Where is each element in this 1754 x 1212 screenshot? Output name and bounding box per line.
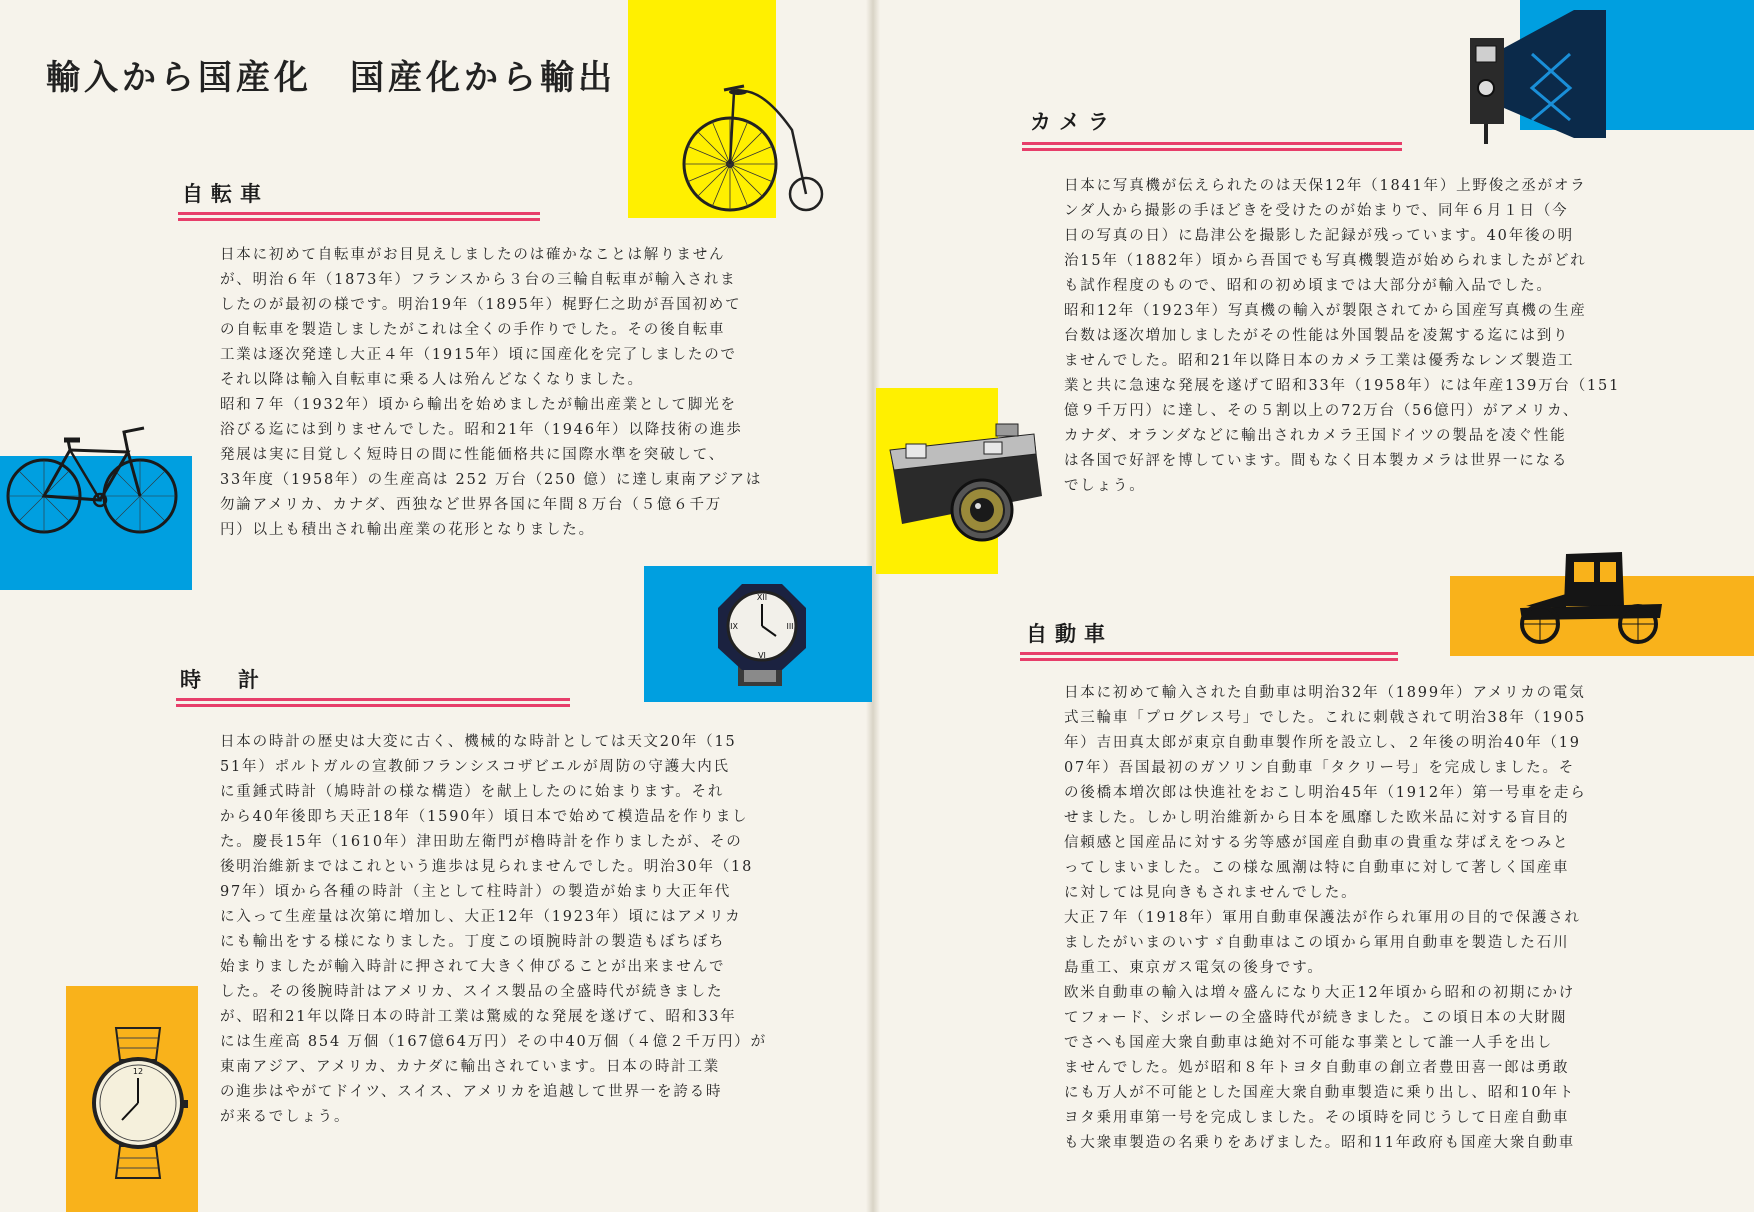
- section-heading-camera: カメラ: [1030, 110, 1117, 134]
- clock-body-text: 日本の時計の歴史は大変に古く、機械的な時計としては天文20年（15 51年）ポルトガルの宣教師フランシスコザビエルが周防の守護大内氏 に重錘式時計（鳩時計の様な構造）を献上したのに始まります。それ から40年後即ち天正18年（1590年）頃日本で始めて模造品を作りまし た。慶長15年（1610年）津田助左衛門が櫓時計を作りましたが、その 後明治維新まではこれという進歩は見られませんでした。明治30年（18 97年）頃から各種の時計（主として柱時計）の製造が始まり大正年代 に入って生産量は次第に増加し、大正12年（1923年）頃にはアメリカ にも輸出をする様になりました。丁度この頃腕時計の製造もぼちぼち 始まりましたが輸入時計に押されて大きく伸びることが出来ませんで した。その後腕時計はアメリカ、スイス製品の全盛時代が続きました が、昭和21年以降日本の時計工業は驚威的な発展を遂げて、昭和33年 には生産高 854 万個（167億64万円）その中40万個（４億２千万円）が 東南アジア、アメリカ、カナダに輸出されています。日本の時計工業 の進歩はやがてドイツ、スイス、アメリカを追越して世界一を誇る時 が来るでしょう。: [220, 734, 767, 1125]
- section-heading-bicycle: 自転車: [182, 182, 269, 206]
- rangefinder-camera-icon: [884, 420, 1048, 550]
- svg-text:VI: VI: [758, 651, 766, 660]
- svg-text:IX: IX: [730, 622, 738, 631]
- bicycle-body-text: 日本に初めて自転車がお目見えしましたのは確かなことは解りません が、明治６年（1873年）フランスから３台の三輪自転車が輸入されま したのが最初の様です。明治19年（1895年）梶野仁之助が吾国初めて の自転車を製造しましたがこれは全くの手作りでした。その後自転車 工業は逐次発達し大正４年（1915年）頃に国産化を完了しましたので それ以降は輸入自転車に乗る人は殆んどなくなりました。 昭和７年（1932年）頃から輸出を始めましたが輸出産業として脚光を 浴びる迄には到りませんでした。昭和21年（1946年）以降技術の進歩 発展は実に目覚しく短時日の間に性能価格共に国際水準を突破して、 33年度（1958年）の生産高は 252 万台（250 億）に達し東南アジアは 勿論アメリカ、カナダ、西独など世界各国に年間８万台（５億６千万 円）以上も積出され輸出産業の花形となりました。: [220, 247, 763, 538]
- section-heading-automobile: 自動車: [1026, 622, 1113, 646]
- page-title: 輸入から国産化 国産化から輸出: [46, 58, 616, 98]
- svg-text:III: III: [786, 622, 794, 631]
- vintage-car-icon: [1512, 546, 1664, 646]
- heading-rule: [1022, 142, 1402, 151]
- bicycle-icon: [4, 418, 184, 548]
- heading-rule: [1020, 652, 1398, 661]
- wristwatch-icon: [88, 1028, 188, 1178]
- wall-clock-icon: [714, 580, 810, 690]
- heading-rule: [178, 212, 540, 221]
- heading-rule: [176, 698, 570, 707]
- penny-farthing-icon: [680, 80, 830, 220]
- camera-body-text: 日本に写真機が伝えられたのは天保12年（1841年）上野俊之丞がオラ ンダ人から撮影の手ほどきを受けたのが始まりで、同年６月１日（今 日の写真の日）に島津公を撮影した記録が残っています。40年後の明 治15年（1882年）頃から吾国でも写真機製造が始められましたがどれ も試作程度のもので、昭和の初め頃までは大部分が輸入品でした。 昭和12年（1923年）写真機の輸入が製限されてから国産写真機の生産 台数は逐次増加しましたがその性能は外国製品を凌駕する迄には到り ませんでした。昭和21年以降日本のカメラ工業は優秀なレンズ製造工 業と共に急速な発展を遂げて昭和33年（1958年）には年産139万台（151 億９千万円）に達し、その５割以上の72万台（56億円）がアメリカ、 カナダ、オランダなどに輸出されカメラ王国ドイツの製品を凌ぐ性能 は各国で好評を博しています。間もなく日本製カメラは世界一になる でしょう。: [1064, 178, 1621, 494]
- folding-camera-icon: [1466, 8, 1610, 148]
- svg-text:12: 12: [132, 1067, 144, 1076]
- section-heading-clock: 時 計: [180, 668, 267, 692]
- svg-text:XII: XII: [756, 593, 768, 602]
- automobile-body-text: 日本に初めて輸入された自動車は明治32年（1899年）アメリカの電気 式三輪車「プログレス号」でした。これに刺戟されて明治38年（1905 年）吉田真太郎が東京自動車製作所を設立し、２年後の明治40年（19 07年）吾国最初のガソリン自動車「タクリー号」を完成しました。そ の後橋本増次郎は快進社をおこし明治45年（1912年）第一号車を走ら せました。しかし明治維新から日本を風靡した欧米品に対する盲目的 信頼感と国産品に対する劣等感が国産自動車の貴重な芽ばえをつみと ってしまいました。この様な風潮は特に自動車に対して著しく国産車 に対しては見向きもされませんでした。 大正７年（1918年）軍用自動車保護法が作られ軍用の目的で保護され ましたがいまのいすゞ自動車はこの頃から軍用自動車を製造した石川 島重工、東京ガス電気の後身です。 欧米自動車の輸入は増々盛んになり大正12年頃から昭和の初期にかけ てフォード、シボレーの全盛時代が続きました。この頃日本の大財閥 でさへも国産大衆自動車は絶対不可能な事業として誰一人手を出し ませんでした。処が昭和８年トヨタ自動車の創立者豊田喜一郎は勇敢 にも万人が不可能とした国産大衆自動車製造に乗り出し、昭和10年ト ヨタ乗用車第一号を完成しました。その頃時を同じうして日産自動車 も大衆車製造の名乗りをあげました。昭和11年政府も国産大衆自動車: [1064, 685, 1587, 1151]
